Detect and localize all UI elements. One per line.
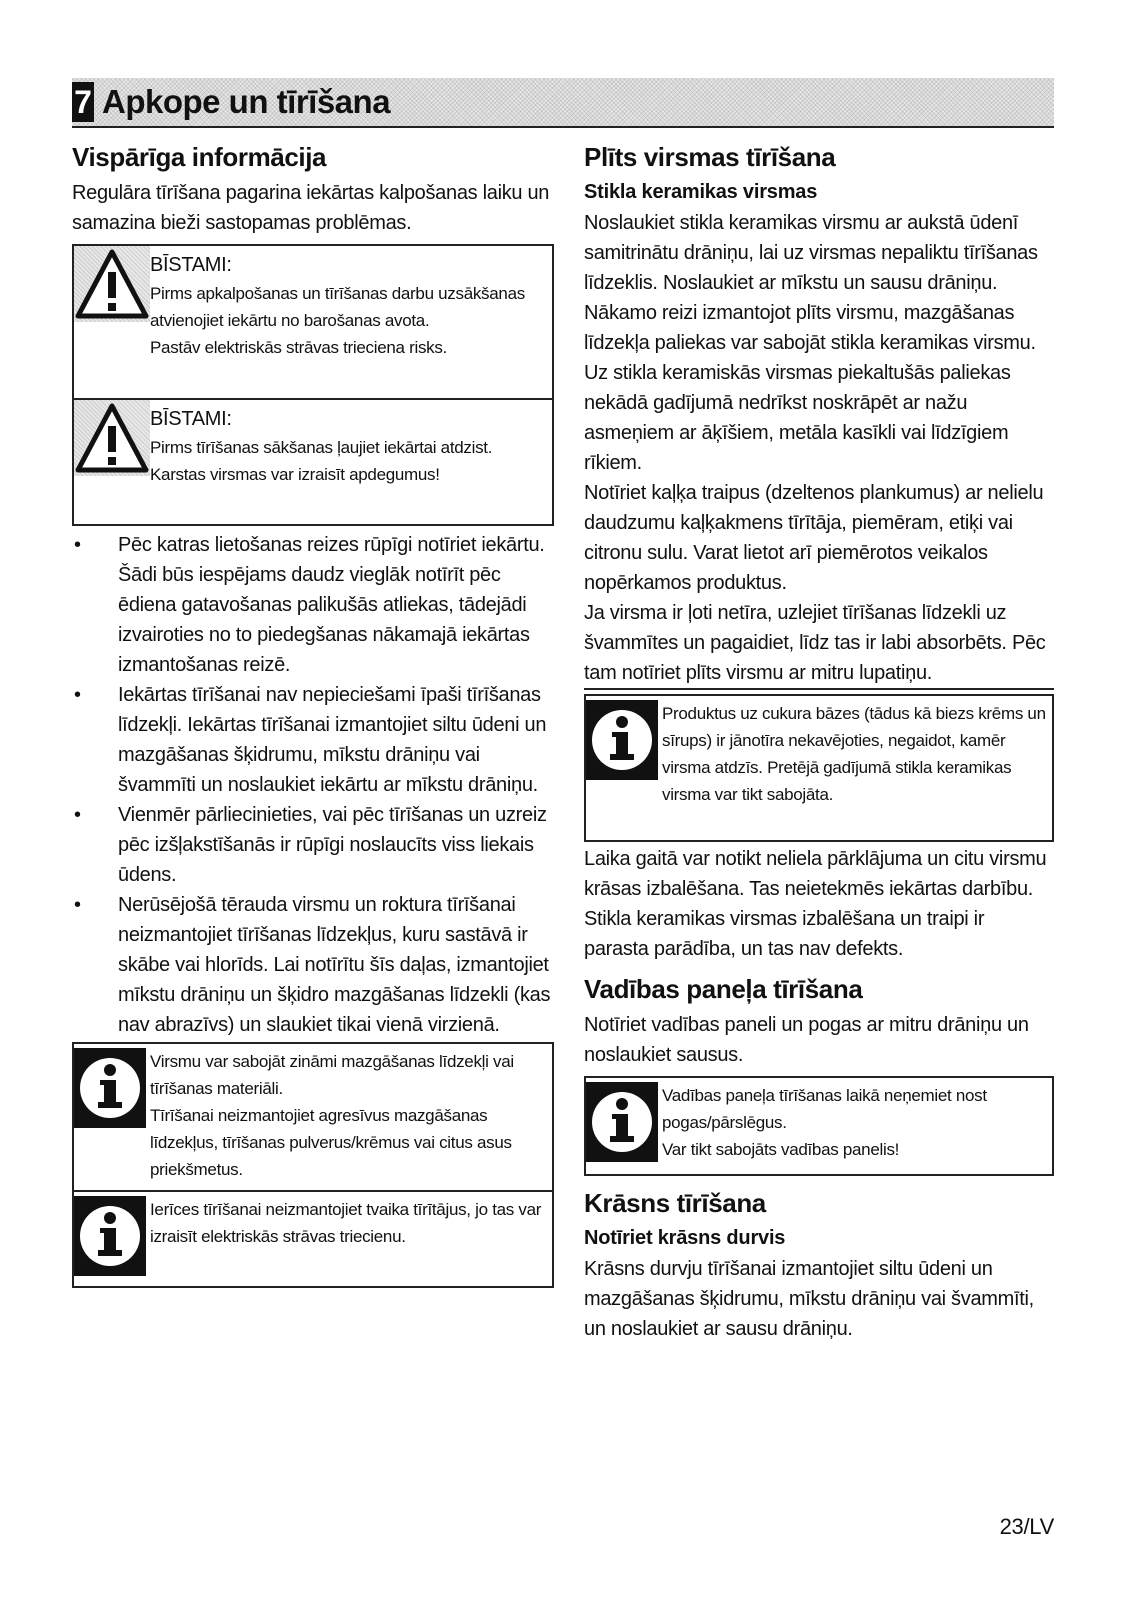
paragraph: Laika gaitā var notikt neliela pārklājuma un citu virsmu krāsas izbalēšana. Tas neietekmēs iekārtas darbību. bbox=[584, 848, 1047, 900]
info-icon bbox=[586, 1082, 658, 1162]
info-svg bbox=[586, 700, 658, 780]
info-text: Produktus uz cukura bāzes (tādus kā biezs krēms un sīrups) ir jānotīra nekavējoties, negaidot, kamēr virsma atdzīs. Pretējā gadījumā stikla keramikas virsma var tikt sabojāta. bbox=[662, 704, 1046, 804]
info-svg bbox=[74, 1196, 146, 1276]
left-column bbox=[72, 140, 554, 1288]
paragraph: Krāsns durvju tīrīšanai izmantojiet siltu ūdeni un mazgāšanas šķidrumu, mīkstu drāniņu vai švammīti, un noslaukiet ar sausu drāniņu. bbox=[584, 1258, 1034, 1340]
paragraph: Notīriet kaļķa traipus (dzeltenos plankumus) ar nelielu daudzumu kaļķakmens tīrītāja, piemēram, etiķi vai citronu sulu. Varat lietot arī piemērotos veikalos nopērkamos produktus. bbox=[584, 482, 1044, 594]
cleaning-bullet-list bbox=[72, 530, 554, 1040]
chapter-number: 7 bbox=[72, 82, 94, 122]
info-box bbox=[72, 1192, 554, 1288]
info-text: Vadības paneļa tīrīšanas laikā neņemiet nost pogas/pārslēgus. bbox=[662, 1086, 987, 1132]
paragraph: Notīriet vadības paneli un pogas ar mitru drāniņu un noslaukiet sausus. bbox=[584, 1014, 1029, 1066]
chapter-header bbox=[72, 78, 1054, 128]
section-title-hob: Plīts virsmas tīrīšana bbox=[584, 142, 836, 172]
section-title-general: Vispārīga informācija bbox=[72, 142, 327, 172]
right-column bbox=[584, 140, 1054, 1344]
warning-text: Pirms tīrīšanas sākšanas ļaujiet iekārtai atdzist. bbox=[150, 438, 493, 457]
paragraph: Ja virsma ir ļoti netīra, uzlejiet tīrīšanas līdzekli uz švammītes un pagaidiet, līdz tas ir labi absorbēts. Pēc tam notīriet plīts virsmu ar mitru lupatiņu. bbox=[584, 598, 1054, 690]
info-icon bbox=[74, 1196, 146, 1276]
section-title-control-panel: Vadības paneļa tīrīšana bbox=[584, 974, 863, 1004]
warning-note: Pastāv elektriskās strāvas trieciena risks. bbox=[150, 338, 447, 357]
warning-triangle-icon bbox=[74, 246, 150, 322]
info-text: Virsmu var sabojāt zināmi mazgāšanas līdzekļi vai tīrīšanas materiāli. bbox=[150, 1052, 514, 1098]
info-box bbox=[584, 1076, 1054, 1176]
warning-note: Karstas virsmas var izraisīt apdegumus! bbox=[150, 465, 440, 484]
page-number: 23/LV bbox=[999, 1514, 1054, 1539]
warning-heading: BĪSTAMI: bbox=[150, 254, 232, 276]
info-text: Ierīces tīrīšanai neizmantojiet tvaika tīrītājus, jo tas var izraisīt elektriskās strāvas triecienu. bbox=[150, 1200, 542, 1246]
section-title-oven: Krāsns tīrīšana bbox=[584, 1188, 766, 1218]
intro-text: Regulāra tīrīšana pagarina iekārtas kalpošanas laiku un samazina bieži sastopamas problēmas. bbox=[72, 182, 550, 234]
info-note: Var tikt sabojāts vadības panelis! bbox=[662, 1140, 900, 1159]
info-box bbox=[72, 1042, 554, 1192]
warning-triangle-icon bbox=[74, 400, 150, 476]
paragraph: Noslaukiet stikla keramikas virsmu ar aukstā ūdenī samitrinātu drāniņu, lai uz virsmas nepaliktu tīrīšanas līdzeklis. Noslaukiet ar mīkstu un sausu drāniņu. Nākamo reizi izmantojot plīts virsmu, mazgāšanas līdzekļa paliekas var sabojāt stikla keramikas virsmu. bbox=[584, 212, 1038, 354]
warning-heading: BĪSTAMI: bbox=[150, 408, 232, 430]
info-svg bbox=[74, 1048, 146, 1128]
info-svg bbox=[586, 1082, 658, 1162]
subsection-title-glass-ceramic: Stikla keramikas virsmas bbox=[584, 181, 818, 203]
list-item: • Vienmēr pārliecinieties, vai pēc tīrīšanas un uzreiz pēc izšļakstīšanās ir rūpīgi noslaucīts viss liekais ūdens. bbox=[72, 800, 554, 890]
info-box bbox=[584, 694, 1054, 842]
warning-triangle-svg bbox=[74, 400, 150, 476]
list-item: • Pēc katras lietošanas reizes rūpīgi notīriet iekārtu. Šādi būs iespējams daudz vieglāk notīrīt pēc ēdiena gatavošanas palikušās atliekas, tādejādi izvairoties no to piedegšanas nākamajā iekārtas izmantošanas reizē. bbox=[72, 530, 554, 680]
info-icon bbox=[74, 1048, 146, 1128]
info-note: Tīrīšanai neizmantojiet agresīvus mazgāšanas līdzekļus, tīrīšanas pulverus/krēmus vai citus asus priekšmetus. bbox=[150, 1106, 512, 1179]
subsection-title-oven-door: Notīriet krāsns durvis bbox=[584, 1227, 786, 1249]
warning-text: Pirms apkalpošanas un tīrīšanas darbu uzsākšanas atvienojiet iekārtu no barošanas avota. bbox=[150, 284, 525, 330]
chapter-title: Apkope un tīrīšana bbox=[102, 83, 391, 120]
list-item: • Nerūsējošā tērauda virsmu un roktura tīrīšanai neizmantojiet tīrīšanas līdzekļus, kuru sastāvā ir skābe vai hlorīds. Lai notīrītu šīs daļas, izmantojiet mīkstu drāniņu un šķidro mazgāšanas līdzekli (kas nav abrazīvs) un slaukiet tikai vienā virzienā. bbox=[72, 890, 554, 1040]
paragraph: Stikla keramikas virsmas izbalēšana un traipi ir parasta parādība, un tas nav defekts. bbox=[584, 908, 985, 960]
paragraph: Uz stikla keramiskās virsmas piekaltušās paliekas nekādā gadījumā nedrīkst noskrāpēt ar nažu asmeņiem ar āķīšiem, metāla kasīkli vai līdzīgiem rīkiem. bbox=[584, 362, 1011, 474]
list-item: • Iekārtas tīrīšanai nav nepieciešami īpaši tīrīšanas līdzekļi. Iekārtas tīrīšanai izmantojiet siltu ūdeni un mazgāšanas šķidrumu, mīkstu drāniņu vai švammīti un noslaukiet iekārtu ar mīkstu drāniņu. bbox=[72, 680, 554, 800]
info-icon bbox=[586, 700, 658, 780]
warning-triangle-svg bbox=[74, 246, 150, 322]
warning-box bbox=[72, 400, 554, 526]
warning-box bbox=[72, 244, 554, 400]
